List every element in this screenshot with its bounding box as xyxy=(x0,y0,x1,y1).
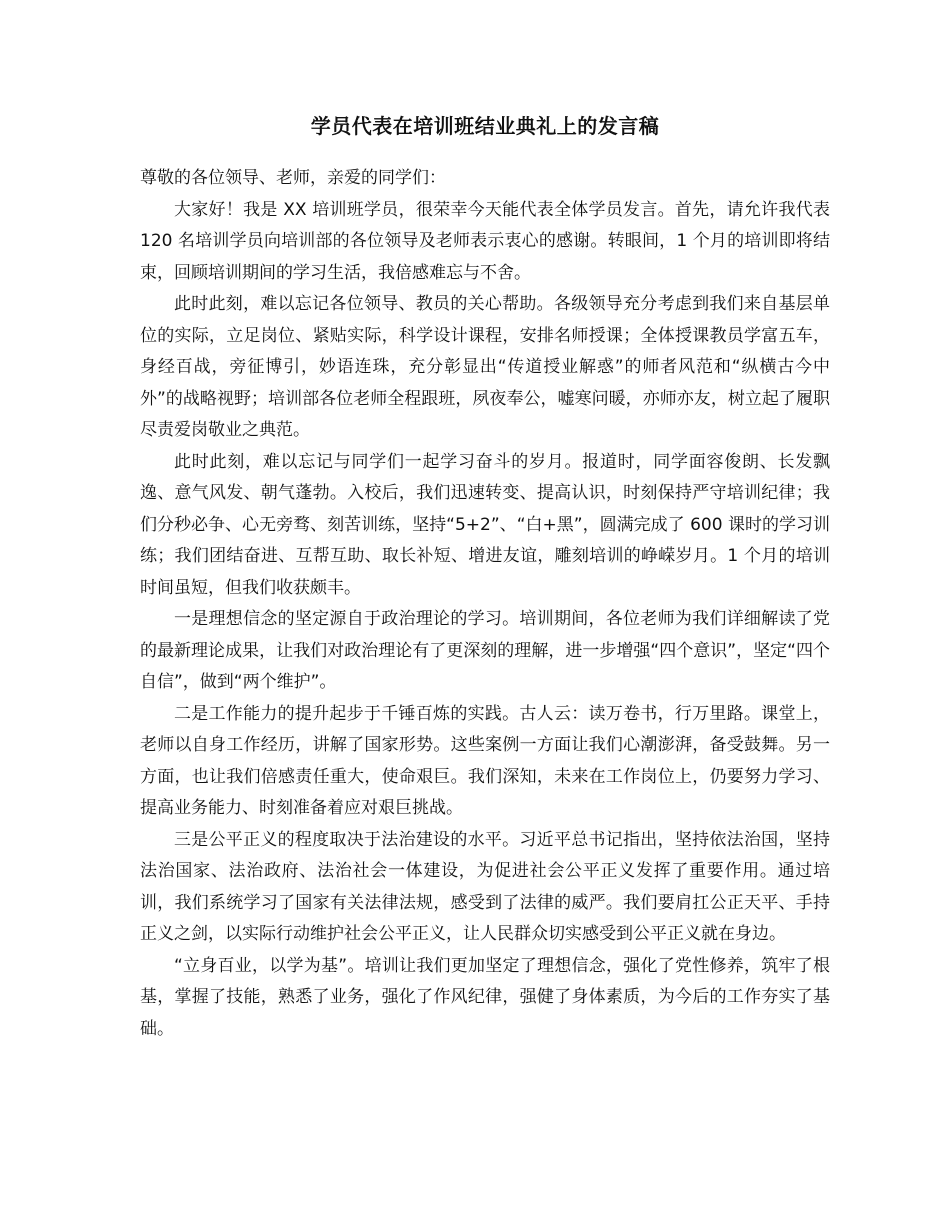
paragraph-point-two: 二是工作能力的提升起步于千锤百炼的实践。古人云：读万卷书，行万里路。课堂上，老师以自身工作经历，讲解了国家形势。这些案例一方面让我们心潮澎湃，备受鼓舞。另一方面，也让我们倍感责任重大，使命艰巨。我们深知，未来在工作岗位上，仍要努力学习、提高业务能力、时刻准备着应对艰巨挑战。 xyxy=(140,703,830,818)
paragraph-greeting: 大家好！我是 XX 培训班学员，很荣幸今天能代表全体学员发言。首先，请允许我代表 120 名培训学员向培训部的各位领导及老师表示衷心的感谢。转眼间，1 个月的培训即将结束，回顾培训期间的学习生活，我倍感难忘与不舍。 xyxy=(140,199,830,283)
paragraph-point-one: 一是理想信念的坚定源自于政治理论的学习。培训期间，各位老师为我们详细解读了党的最新理论成果，让我们对政治理论有了更深刻的理解，进一步增强“四个意识”，坚定“四个自信”，做到“两个维护”。 xyxy=(140,609,830,692)
document-title: 学员代表在培训班结业典礼上的发言稿 xyxy=(310,114,660,138)
paragraph-point-three: 三是公平正义的程度取决于法治建设的水平。习近平总书记指出，坚持依法治国，坚持法治国家、法治政府、法治社会一体建设，为促进社会公平正义发挥了重要作用。通过培训，我们系统学习了国家有关法律法规，感受到了法律的威严。我们要肩扛公正天平、手持正义之剑，以实际行动维护社会公平正义，让人民群众切实感受到公平正义就在身边。 xyxy=(140,829,830,944)
paragraph-thanks-teachers: 此时此刻，难以忘记各位领导、教员的关心帮助。各级领导充分考虑到我们来自基层单位的实际，立足岗位、紧贴实际，科学设计课程，安排名师授课；全体授课教员学富五车，身经百战，旁征博引，妙语连珠，充分彰显出“传道授业解惑”的师者风范和“纵横古今中外”的战略视野；培训部各位老师全程跟班，夙夜奉公，嘘寒问暖，亦师亦友，树立起了履职尽责爱岗敬业之典范。 xyxy=(140,294,830,440)
salutation: 尊敬的各位领导、老师，亲爱的同学们： xyxy=(140,168,446,188)
document-body xyxy=(140,163,830,1045)
paragraph-conclusion: “立身百业，以学为基”。培训让我们更加坚定了理想信念，强化了党性修养，筑牢了根基，掌握了技能，熟悉了业务，强化了作风纪律，强健了身体素质，为今后的工作夯实了基础。 xyxy=(140,955,830,1039)
paragraph-classmates: 此时此刻，难以忘记与同学们一起学习奋斗的岁月。报道时，同学面容俊朗、长发飘逸、意气风发、朝气蓬勃。入校后，我们迅速转变、提高认识，时刻保持严守培训纪律；我们分秒必争、心无旁骛、刻苦训练，坚持“5+2”、“白+黑”，圆满完成了 600 课时的学习训练；我们团结奋进、互帮互助、取长补短、增进友谊，雕刻培训的峥嵘岁月。1 个月的培训时间虽短，但我们收获颇丰。 xyxy=(140,451,830,598)
